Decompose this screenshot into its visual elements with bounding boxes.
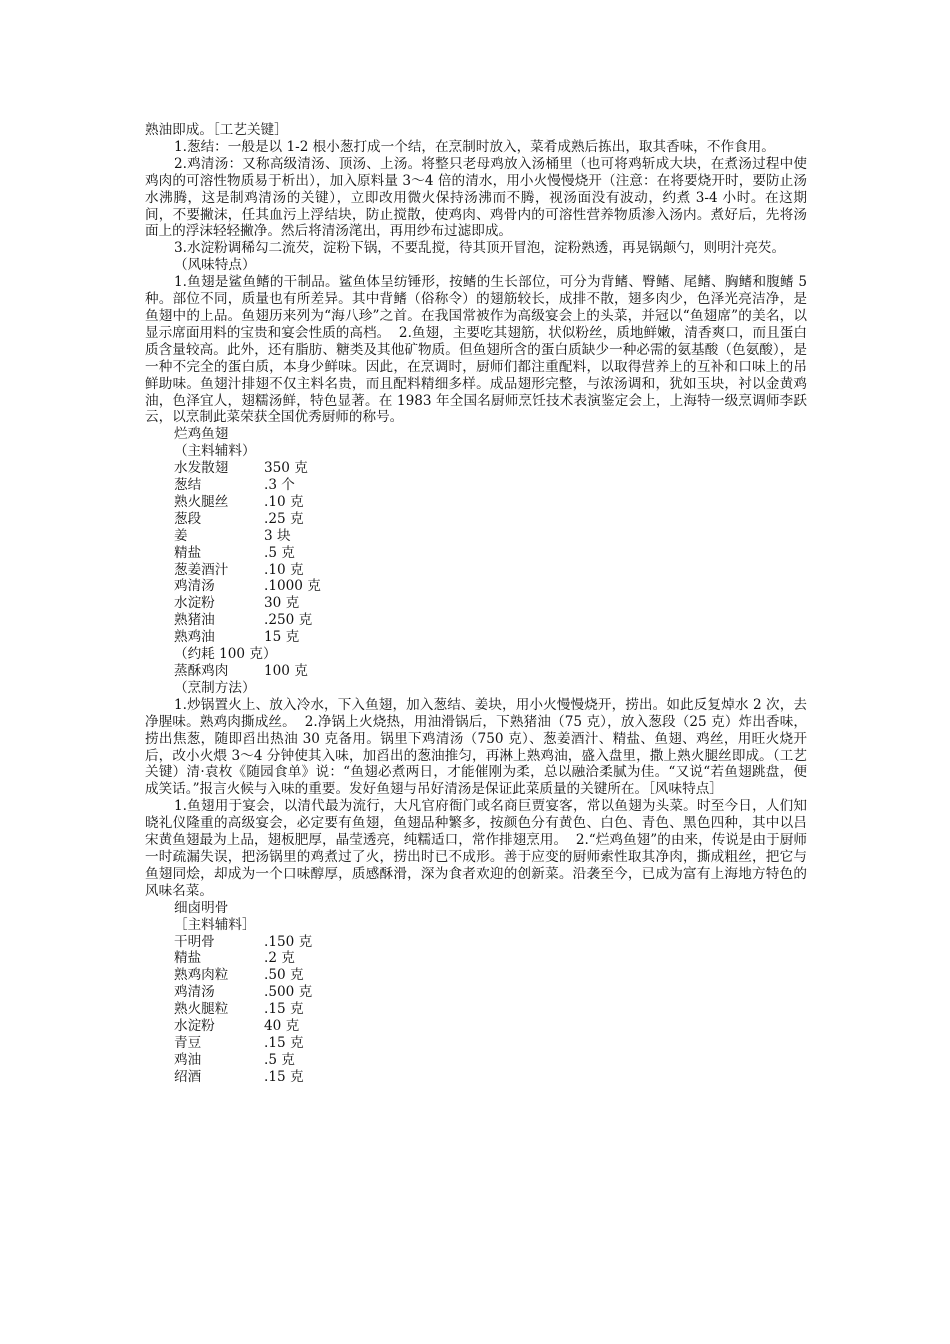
ingredient-row (145, 595, 807, 612)
ingredient-name: 姜 (174, 527, 188, 544)
ingredient-row (145, 1018, 807, 1035)
section-heading: （约耗 100 克） (174, 646, 277, 663)
ingredient-row (145, 562, 807, 579)
ingredient-amount: 350 克 (264, 460, 308, 477)
ingredient-amount: 15 克 (264, 629, 300, 646)
ingredient-name: 绍酒 (174, 1068, 202, 1085)
ingredient-name: 熟猪油 (174, 612, 215, 629)
ingredient-amount: 30 克 (264, 595, 300, 612)
ingredient-amount: .25 克 (264, 510, 304, 527)
ingredient-name: 水淀粉 (174, 595, 215, 612)
ingredient-name: 干明骨 (174, 933, 215, 950)
ingredient-name: 精盐 (174, 544, 202, 561)
ingredient-amount: .50 克 (264, 967, 304, 984)
paragraph: 2.鸡清汤：又称高级清汤、顶汤、上汤。将整只老母鸡放入汤桶里（也可将鸡斩成大块，在煮汤过程中使鸡肉的可溶性物质易于析出），加入原料量 3～4 倍的清水，用小火慢慢烧开（注意：在将要烧开时，要防止汤水沸腾，这是制鸡清汤的关键），立即改用微火保持汤沸而不腾，视汤面没有波动，约煮 3-4 小时。在这期间，不要撇沫，任其血污上浮结块，防止搅散，使鸡肉、鸡骨内的可溶性营养物质渗入汤内。煮好后，先将汤面上的浮沫轻轻撇净。然后将清汤滗出，再用纱布过滤即成。 (145, 155, 807, 240)
ingredient-name: 熟火腿丝 (174, 493, 229, 510)
ingredient-row (145, 1052, 807, 1069)
ingredient-amount: .15 克 (264, 1034, 304, 1051)
section-heading: （风味特点） (174, 257, 256, 274)
ingredient-amount: .1000 克 (264, 578, 321, 595)
ingredient-amount: 3 块 (264, 527, 291, 544)
ingredient-amount: 100 克 (264, 663, 308, 679)
ingredient-name: 葱结 (174, 477, 202, 494)
section-heading: ［主料辅料］ (174, 916, 256, 933)
ingredient-row (145, 1001, 807, 1018)
section-heading: （烹制方法） (174, 679, 256, 696)
ingredient-amount: .3 个 (264, 477, 295, 494)
ingredient-row (145, 967, 807, 984)
ingredient-row (145, 934, 807, 951)
paragraph: 1.葱结：一般是以 1-2 根小葱打成一个结，在烹制时放入，菜肴成熟后拣出，取其香味，不作食用。 (174, 138, 775, 155)
ingredient-row (145, 511, 807, 528)
ingredient-amount: .500 克 (264, 984, 313, 1001)
ingredient-row (145, 1035, 807, 1052)
ingredient-name: 水发散翅 (174, 460, 229, 477)
ingredient-name: 葱姜酒汁 (174, 561, 229, 578)
ingredient-row (145, 629, 807, 646)
ingredient-name: 青豆 (174, 1034, 202, 1051)
section-heading: 细卤明骨 (174, 899, 229, 916)
ingredient-amount: .150 克 (264, 933, 313, 950)
ingredient-amount: .10 克 (264, 493, 304, 510)
paragraph: 1.鱼翅用于宴会，以清代最为流行，大凡官府衙门或名商巨贾宴客，常以鱼翅为头菜。时至今日，人们知晓礼仪隆重的高级宴会，必定要有鱼翅，鱼翅品种繁多，按颜色分有黄色、白色、青色、黑色四种，其中以吕宋黄鱼翅最为上品，翅板肥厚，晶莹透亮，纯糯适口，常作排翅烹用。 2.“烂鸡鱼翅”的由来，传说是由于厨师一时疏漏失误，把汤锅里的鸡煮过了火，捞出时已不成形。善于应变的厨师索性取其净肉，撕成粗丝，把它与鱼翅同烩，却成为一个口味醇厚，质感酥滑，深为食者欢迎的创新菜。沿袭至今，已成为富有上海地方特色的风味名菜。 (145, 798, 807, 899)
section-heading: （主料辅料） (174, 443, 256, 460)
ingredient-row (145, 578, 807, 595)
ingredient-row (145, 984, 807, 1001)
ingredient-name: 蒸酥鸡肉 (174, 663, 229, 679)
ingredient-amount: .5 克 (264, 544, 295, 561)
document-page (145, 122, 812, 1086)
ingredient-name: 熟火腿粒 (174, 1001, 229, 1018)
ingredient-name: 鸡清汤 (174, 578, 215, 595)
ingredient-amount: .10 克 (264, 561, 304, 578)
ingredient-name: 熟鸡油 (174, 629, 215, 646)
paragraph: 1.鱼翅是鲨鱼鳍的干制品。鲨鱼体呈纺锤形，按鳍的生长部位，可分为背鳍、臀鳍、尾鳍、胸鳍和腹鳍 5 种。部位不同，质量也有所差异。其中背鳍（俗称令）的翅筋较长，成排不散，翅多肉少，色泽光亮洁净，是鱼翅中的上品。鱼翅历来列为“海八珍”之首。在我国常被作为高级宴会上的头菜，并冠以“鱼翅席”的美名，以显示席面用料的宝贵和宴会性质的高档。 2.鱼翅，主要吃其翅筋，状似粉丝，质地鲜嫩，清香爽口，而且蛋白质含量较高。此外，还有脂肪、糖类及其他矿物质。但鱼翅所含的蛋白质缺少一种必需的氨基酸（色氨酸），是一种不完全的蛋白质，本身少鲜味。因此，在烹调时，厨师们都注重配料，以取得营养上的互补和口味上的吊鲜助味。鱼翅汁排翅不仅主料名贵，而且配料精细多样。成品翅形完整，与浓汤调和，犹如玉块，衬以金黄鸡油，色泽宜人，翅糯汤鲜，特色显著。在 1983 年全国名厨师烹饪技术表演鉴定会上，上海特一级烹调师李跃云，以烹制此菜荣获全国优秀厨师的称号。 (145, 274, 812, 426)
ingredient-amount: .15 克 (264, 1001, 304, 1018)
paragraph: 1.炒锅置火上、放入冷水，下入鱼翅，加入葱结、姜块，用小火慢慢烧开，捞出。如此反复焯水 2 次，去净腥味。熟鸡肉撕成丝。 2.净锅上火烧热，用油滑锅后，下熟猪油（75 克），放入葱段（25 克）炸出香味，捞出焦葱，随即舀出热油 30 克备用。锅里下鸡清汤（750 克）、葱姜酒汁、精盐、鱼翅、鸡丝，用旺火烧开后，改小火煨 3～4 分钟使其入味，加舀出的葱油推匀，再淋上熟鸡油，盛入盘里，撒上熟火腿丝即成。（工艺关键）清·袁枚《随园食单》说：“鱼翅必煮两日，才能催刚为柔，总以融洽柔腻为佳。“又说“若鱼翅跳盘，便成笑话。”报言火候与入味的重要。发好鱼翅与吊好清汤是保证此菜质量的关键所在。［风味特点］ (145, 696, 807, 798)
ingredient-name: 鸡清汤 (174, 984, 215, 1001)
ingredient-amount: .5 克 (264, 1051, 295, 1068)
ingredient-row (145, 1069, 807, 1086)
ingredient-row (145, 612, 807, 629)
ingredient-name: 熟鸡肉粒 (174, 967, 229, 984)
ingredient-row (145, 663, 807, 680)
paragraph: 3.水淀粉调稀勾二流芡，淀粉下锅，不要乱搅，待其顶开冒泡，淀粉熟透，再晃锅颠勺，则明汁亮芡。 (174, 240, 786, 257)
ingredient-row (145, 950, 807, 967)
ingredient-name: 精盐 (174, 950, 202, 967)
ingredient-amount: .2 克 (264, 950, 295, 967)
ingredient-name: 葱段 (174, 510, 202, 527)
paragraph: 熟油即成。［工艺关键］ (145, 122, 288, 138)
ingredient-name: 鸡油 (174, 1051, 202, 1068)
ingredient-row (145, 528, 807, 545)
ingredient-row (145, 494, 807, 511)
ingredient-row (145, 460, 807, 477)
ingredient-row (145, 477, 807, 494)
ingredient-name: 水淀粉 (174, 1018, 215, 1035)
ingredient-amount: .15 克 (264, 1068, 304, 1085)
ingredient-amount: 40 克 (264, 1018, 300, 1035)
ingredient-row (145, 545, 807, 562)
ingredient-amount: .250 克 (264, 612, 313, 629)
section-heading: 烂鸡鱼翅 (174, 426, 229, 443)
